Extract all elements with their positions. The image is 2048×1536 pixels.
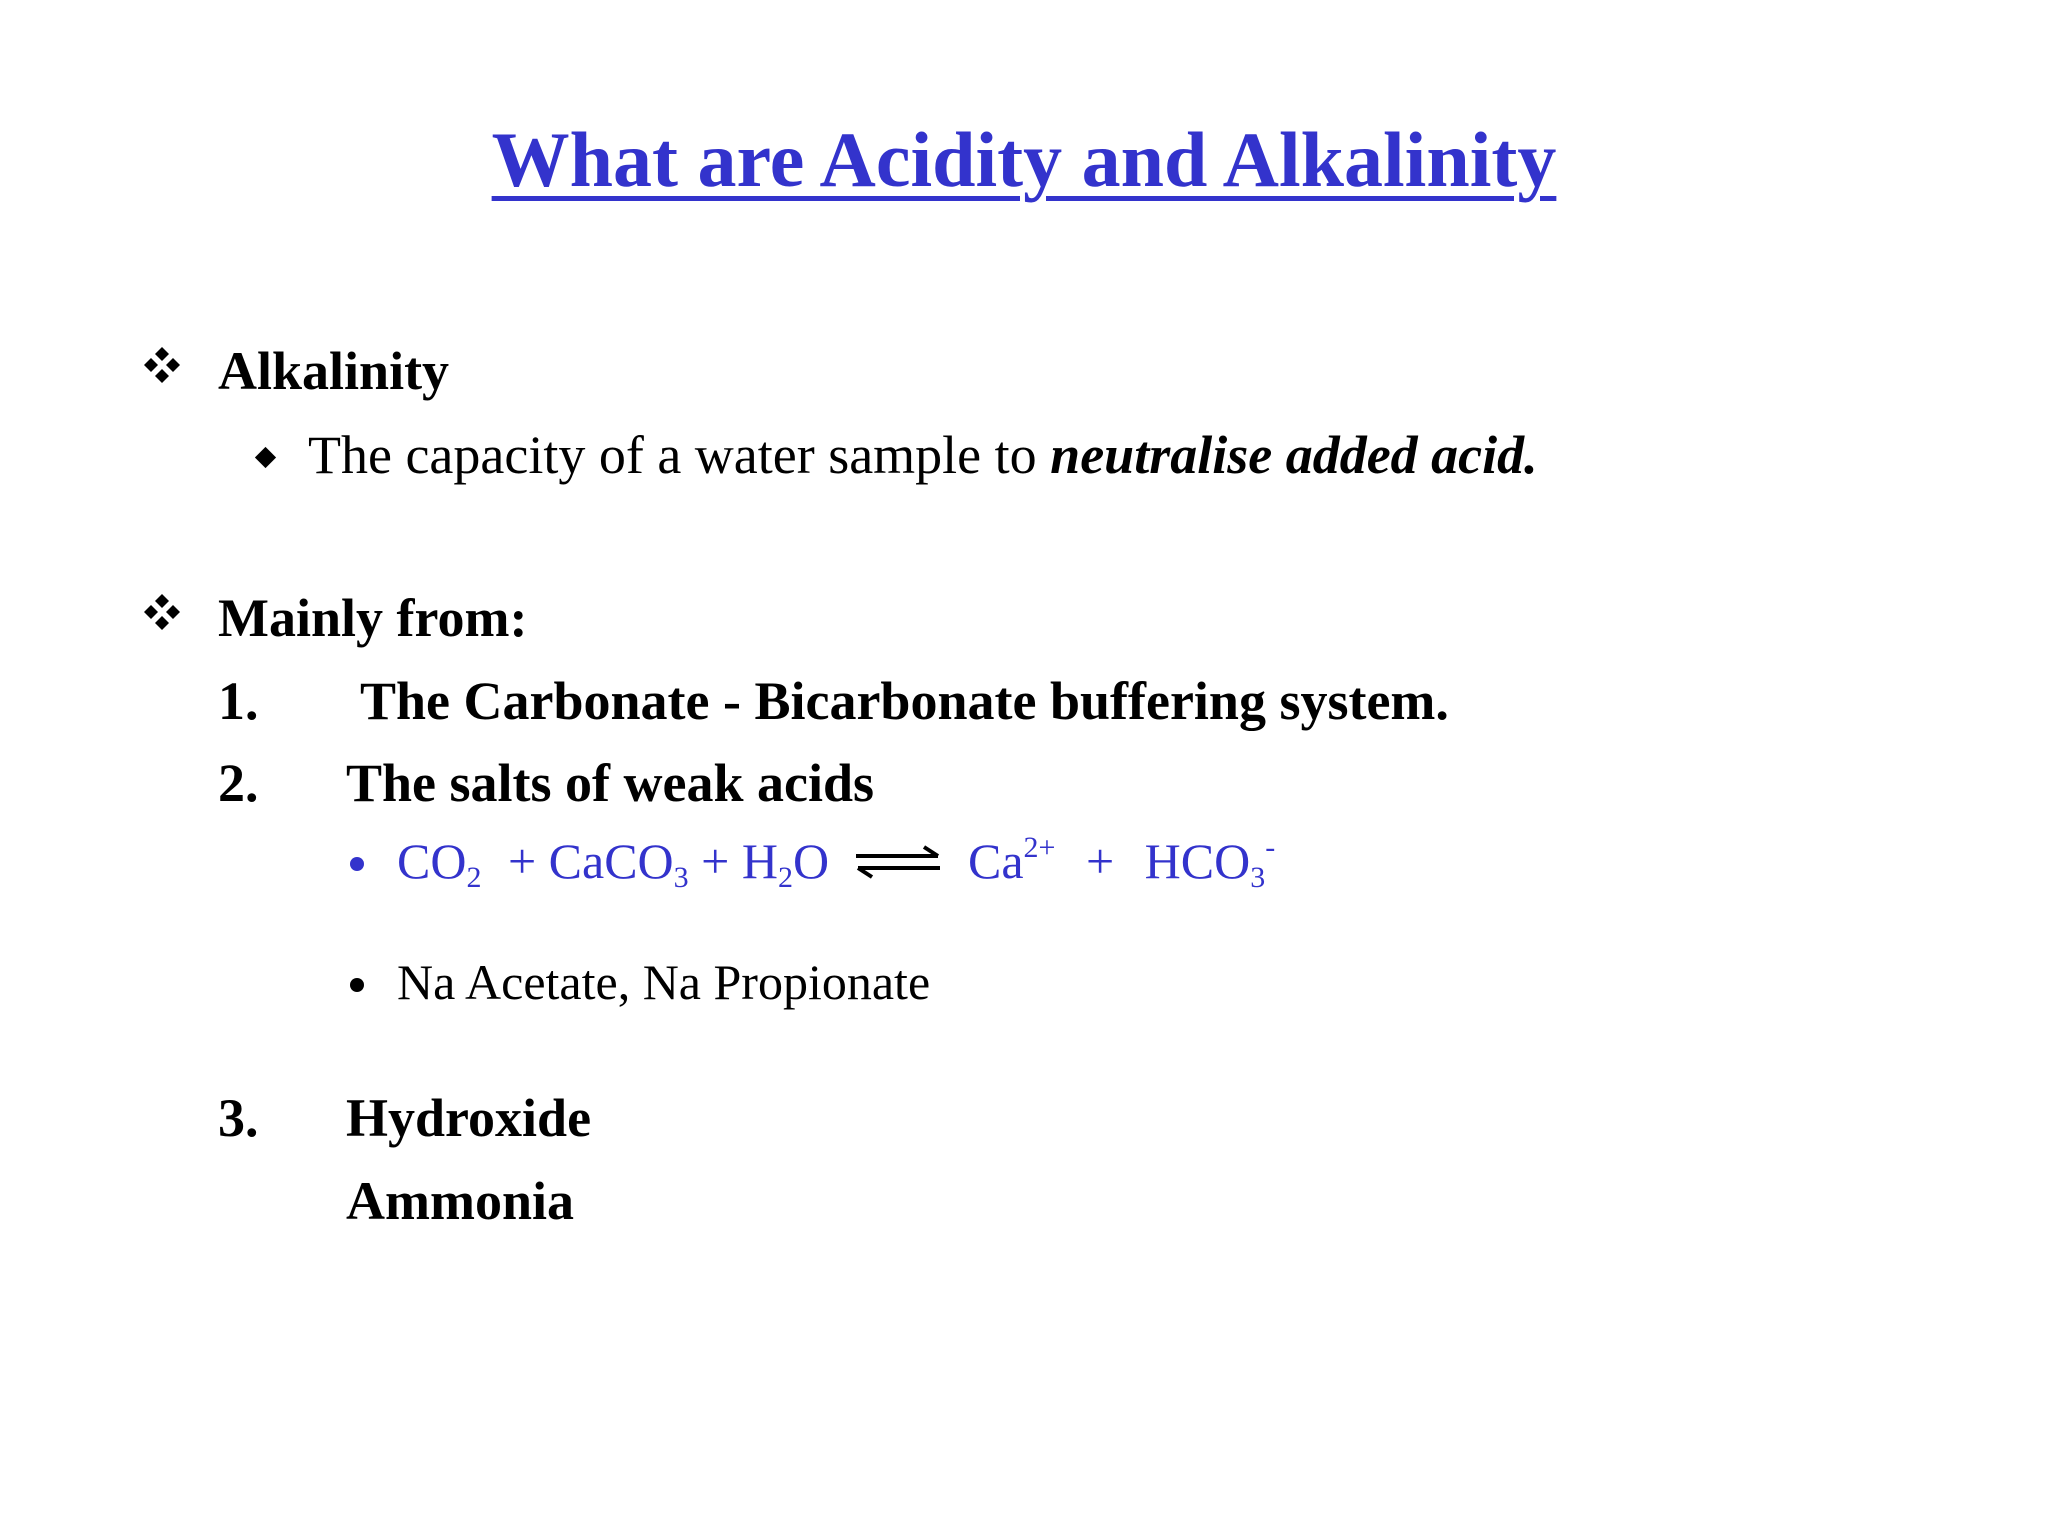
four-diamond-icon: [142, 592, 182, 637]
eq-sub: 2: [777, 861, 793, 894]
equation-bullet-icon: [350, 857, 364, 876]
eq-sup: 2+: [1023, 831, 1056, 864]
mainly-from-heading: Mainly from:: [218, 588, 528, 648]
item-number: 1.: [218, 671, 259, 731]
eq-plus: +: [1085, 833, 1115, 889]
eq-sub: 2: [466, 861, 482, 894]
chemical-equation: [397, 832, 830, 894]
eq-product-2: HCO: [1144, 833, 1251, 889]
definition-emphasis: neutralise added acid.: [1050, 425, 1538, 485]
item-number: 2.: [218, 753, 259, 813]
item-text: Hydroxide: [346, 1088, 592, 1148]
slide-title: What are Acidity and Alkalinity: [491, 116, 1557, 203]
alkalinity-heading: Alkalinity: [218, 341, 450, 401]
eq-sub: 3: [673, 861, 689, 894]
alkalinity-definition: [308, 424, 1538, 486]
diamond-bullet-icon: [258, 450, 273, 470]
item-text: The salts of weak acids: [346, 753, 875, 813]
item-number: 3.: [218, 1088, 259, 1148]
eq-product-1: Ca: [968, 833, 1024, 889]
eq-reactant-1: CO: [397, 833, 467, 889]
salts-bullet-icon: [350, 978, 364, 997]
eq-reactant-3-tail: O: [792, 833, 830, 889]
item-text: The Carbonate - Bicarbonate buffering system.: [360, 671, 1449, 731]
eq-reactant-2: + CaCO: [507, 833, 674, 889]
definition-text: The capacity of a water sample to: [308, 425, 1051, 485]
eq-sup: -: [1265, 831, 1276, 864]
four-diamond-icon: [142, 345, 182, 390]
equilibrium-arrow-icon: [852, 844, 944, 885]
ammonia-text: Ammonia: [346, 1171, 574, 1231]
equation-products: [968, 831, 1276, 894]
salts-text: Na Acetate, Na Propionate: [397, 954, 931, 1010]
eq-sub: 3: [1250, 861, 1266, 894]
eq-reactant-3: + H: [701, 833, 778, 889]
